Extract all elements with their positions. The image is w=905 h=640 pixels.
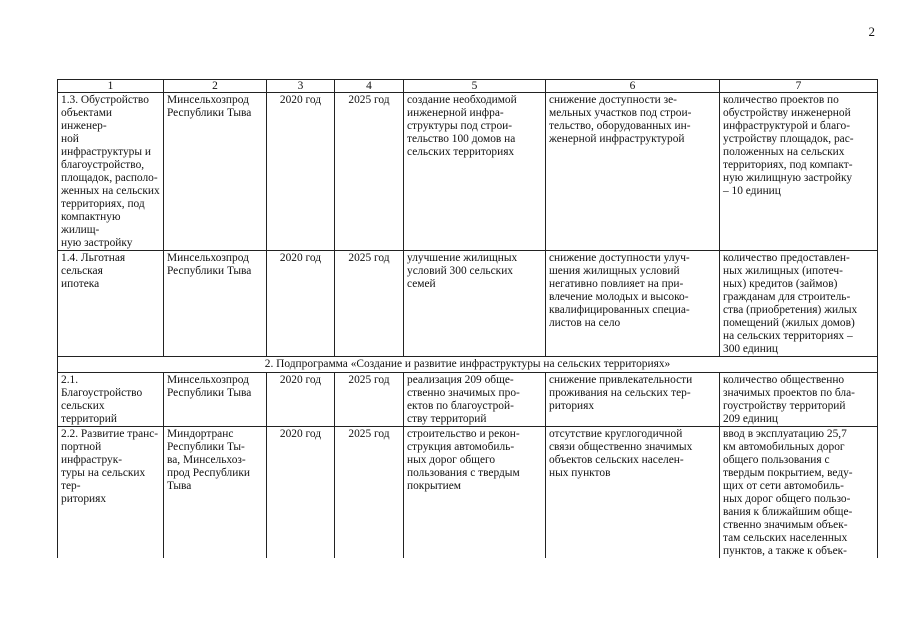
non-implementation-consequences: снижение привлекательности проживания на сельских тер- риториях [546,373,720,427]
executor: Минсельхозпрод Республики Тыва [164,251,267,357]
indicators: количество общественно значимых проектов по бла- гоустройству территорий 209 единиц [720,373,878,427]
end-year: 2025 год [335,251,404,357]
column-number-row [58,80,878,93]
column-number: 3 [267,80,335,93]
executor: Миндортранс Республики Ты- ва, Минсельхоз- прод Республики Тыва [164,427,267,559]
subprogram-title: 2. Подпрограмма «Создание и развитие инфраструктуры на сельских территориях» [58,357,878,373]
executor: Минсельхозпрод Республики Тыва [164,373,267,427]
start-year: 2020 год [267,427,335,559]
indicators: количество предоставлен- ных жилищных (ипотеч- ных) кредитов (займов) гражданам для строитель- ства (приобретения) жилых помещений (жилых домов) на сельских территориях – 300 единиц [720,251,878,357]
measure-name: 2.1. Благоустройство сельских территорий [58,373,164,427]
start-year: 2020 год [267,251,335,357]
non-implementation-consequences: отсутствие круглогодичной связи общественно значимых объектов сельских населен- ных пунктов [546,427,720,559]
page-number: 2 [868,24,875,39]
expected-result: создание необходимой инженерной инфра- структуры под строи- тельство 100 домов на сельских территориях [404,93,546,251]
end-year: 2025 год [335,373,404,427]
table-row [58,373,878,427]
expected-result: строительство и рекон- струкция автомобиль- ных дорог общего пользования с твердым покрытием [404,427,546,559]
column-number: 7 [720,80,878,93]
measure-name: 1.4. Льготная сельская ипотека [58,251,164,357]
subprogram-row [58,357,878,373]
executor: Минсельхозпрод Республики Тыва [164,93,267,251]
indicators: ввод в эксплуатацию 25,7 км автомобильных дорог общего пользования с твердым покрытием, веду- щих от сети автомобиль- ных дорог общего пользо- вания к ближайшим обще- ственно значимым объек- там сельских населенных пунктов, а также к объек- [720,427,878,559]
measure-name: 2.2. Развитие транс- портной инфраструк- туры на сельских тер- риториях [58,427,164,559]
non-implementation-consequences: снижение доступности зе- мельных участков под строи- тельство, оборудованных ин- женерной инфраструктурой [546,93,720,251]
expected-result: реализация 209 обще- ственно значимых про- ектов по благоустрой- ству территорий [404,373,546,427]
column-number: 5 [404,80,546,93]
measure-name: 1.3. Обустройство объектами инженер- ной инфраструктуры и благоустройство, площадок, располо- женных на сельских территориях, под компактную жилищ- ную застройку [58,93,164,251]
table-row [58,93,878,251]
column-number: 6 [546,80,720,93]
expected-result: улучшение жилищных условий 300 сельских семей [404,251,546,357]
end-year: 2025 год [335,93,404,251]
start-year: 2020 год [267,93,335,251]
end-year: 2025 год [335,427,404,559]
column-number: 4 [335,80,404,93]
program-table [57,79,878,558]
table-row [58,251,878,357]
non-implementation-consequences: снижение доступности улуч- шения жилищных условий негативно повлияет на при- влечение молодых и высоко- квалифицированных специа- листов на село [546,251,720,357]
indicators: количество проектов по обустройству инженерной инфраструктурой и благо- устройству площадок, рас- положенных на сельских территориях, под компакт- ную жилищную застройку – 10 единиц [720,93,878,251]
start-year: 2020 год [267,373,335,427]
column-number: 1 [58,80,164,93]
column-number: 2 [164,80,267,93]
table-row [58,427,878,559]
